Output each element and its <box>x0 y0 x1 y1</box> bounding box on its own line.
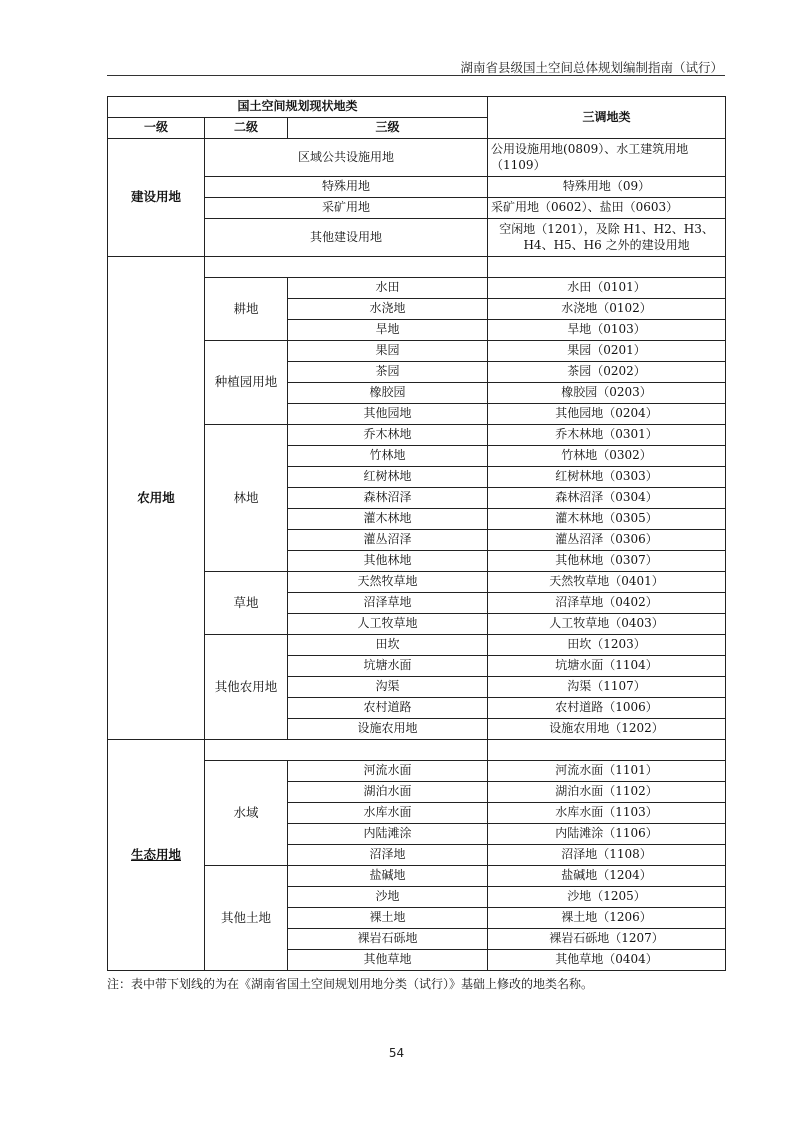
level1-label: 生态用地 <box>130 846 181 862</box>
level2-cell: 其他土地 <box>205 866 288 971</box>
level3-cell: 河流水面 <box>288 761 488 782</box>
level3-cell: 旱地 <box>288 320 488 341</box>
level3-cell: 茶园 <box>288 362 488 383</box>
level3-cell: 竹林地 <box>288 446 488 467</box>
level3-cell: 天然牧草地 <box>288 572 488 593</box>
level3-cell: 特殊用地 <box>205 177 488 198</box>
level3-cell: 裸土地 <box>288 908 488 929</box>
page-number: 54 <box>388 1046 405 1060</box>
level3-cell: 沼泽草地 <box>288 593 488 614</box>
survey-cell: 乔木林地（0301） <box>488 425 726 446</box>
survey-cell: 茶园（0202） <box>488 362 726 383</box>
survey-cell: 水浇地（0102） <box>488 299 726 320</box>
level3-cell: 沟渠 <box>288 677 488 698</box>
table-footnote: 注：表中带下划线的为在《湖南省国土空间规划用地分类（试行）》基础上修改的地类名称。 <box>107 977 594 991</box>
survey-cell: 其他草地（0404） <box>488 950 726 971</box>
survey-cell: 红树林地（0303） <box>488 467 726 488</box>
survey-cell: 田坎（1203） <box>488 635 726 656</box>
level3-cell: 采矿用地 <box>205 198 488 219</box>
survey-cell: 人工牧草地（0403） <box>488 614 726 635</box>
empty-cell <box>205 257 488 278</box>
survey-cell: 农村道路（1006） <box>488 698 726 719</box>
survey-cell: 竹林地（0302） <box>488 446 726 467</box>
survey-cell: 湖泊水面（1102） <box>488 782 726 803</box>
table-row <box>108 139 726 177</box>
survey-cell: 灌木林地（0305） <box>488 509 726 530</box>
survey-cell: 空闲地（1201），及除 H1、H2、H3、H4、H5、H6 之外的建设用地 <box>488 219 726 257</box>
survey-cell: 其他林地（0307） <box>488 551 726 572</box>
survey-cell: 天然牧草地（0401） <box>488 572 726 593</box>
level2-cell: 其他农用地 <box>205 635 288 740</box>
level3-cell: 灌丛沼泽 <box>288 530 488 551</box>
level1-construction-land: 建设用地 <box>108 139 205 257</box>
survey-cell: 森林沼泽（0304） <box>488 488 726 509</box>
level3-cell: 盐碱地 <box>288 866 488 887</box>
survey-cell: 果园（0201） <box>488 341 726 362</box>
level3-cell: 区域公共设施用地 <box>205 139 488 177</box>
level3-cell: 其他草地 <box>288 950 488 971</box>
level3-cell: 果园 <box>288 341 488 362</box>
survey-cell: 采矿用地（0602）、盐田（0603） <box>488 198 726 219</box>
level3-cell: 内陆滩涂 <box>288 824 488 845</box>
land-use-classification-table <box>107 96 726 971</box>
survey-cell: 沙地（1205） <box>488 887 726 908</box>
level3-cell: 水库水面 <box>288 803 488 824</box>
level3-cell: 田坎 <box>288 635 488 656</box>
level3-cell: 人工牧草地 <box>288 614 488 635</box>
table-row <box>108 740 726 761</box>
level3-cell: 灌木林地 <box>288 509 488 530</box>
survey-cell: 水库水面（1103） <box>488 803 726 824</box>
table-row <box>108 257 726 278</box>
empty-cell <box>205 740 488 761</box>
level1-ecological-land <box>108 740 205 971</box>
survey-cell: 裸岩石砾地（1207） <box>488 929 726 950</box>
level3-cell: 湖泊水面 <box>288 782 488 803</box>
survey-cell: 其他园地（0204） <box>488 404 726 425</box>
level3-cell: 其他园地 <box>288 404 488 425</box>
survey-cell: 特殊用地（09） <box>488 177 726 198</box>
empty-cell <box>488 740 726 761</box>
header-survey-land-class: 三调地类 <box>488 97 726 139</box>
table-header-row <box>108 97 726 118</box>
level3-cell: 设施农用地 <box>288 719 488 740</box>
survey-cell: 坑塘水面（1104） <box>488 656 726 677</box>
level3-cell: 水田 <box>288 278 488 299</box>
level3-cell: 裸岩石砾地 <box>288 929 488 950</box>
level2-cell: 耕地 <box>205 278 288 341</box>
running-header: 湖南省县级国土空间总体规划编制指南（试行） <box>460 60 723 75</box>
level3-cell: 其他建设用地 <box>205 219 488 257</box>
survey-cell: 沟渠（1107） <box>488 677 726 698</box>
level3-cell: 坑塘水面 <box>288 656 488 677</box>
survey-cell: 灌丛沼泽（0306） <box>488 530 726 551</box>
level1-agricultural-land: 农用地 <box>108 257 205 740</box>
survey-cell: 裸土地（1206） <box>488 908 726 929</box>
survey-cell: 旱地（0103） <box>488 320 726 341</box>
level3-cell: 红树林地 <box>288 467 488 488</box>
survey-cell: 公用设施用地(0809）、水工建筑用地（1109） <box>488 139 726 177</box>
survey-cell: 沼泽草地（0402） <box>488 593 726 614</box>
level3-cell: 沙地 <box>288 887 488 908</box>
header-level3: 三级 <box>288 118 488 139</box>
header-level2: 二级 <box>205 118 288 139</box>
empty-cell <box>488 257 726 278</box>
level2-cell: 林地 <box>205 425 288 572</box>
survey-cell: 橡胶园（0203） <box>488 383 726 404</box>
survey-cell: 沼泽地（1108） <box>488 845 726 866</box>
header-level1: 一级 <box>108 118 205 139</box>
level3-cell: 乔木林地 <box>288 425 488 446</box>
level3-cell: 橡胶园 <box>288 383 488 404</box>
header-current-land-class: 国土空间规划现状地类 <box>108 97 488 118</box>
level3-cell: 其他林地 <box>288 551 488 572</box>
level2-cell: 水域 <box>205 761 288 866</box>
level3-cell: 沼泽地 <box>288 845 488 866</box>
header-rule <box>107 75 725 76</box>
survey-cell: 河流水面（1101） <box>488 761 726 782</box>
survey-cell: 设施农用地（1202） <box>488 719 726 740</box>
level3-cell: 森林沼泽 <box>288 488 488 509</box>
survey-cell: 盐碱地（1204） <box>488 866 726 887</box>
survey-cell: 水田（0101） <box>488 278 726 299</box>
level3-cell: 水浇地 <box>288 299 488 320</box>
level2-cell: 草地 <box>205 572 288 635</box>
level3-cell: 农村道路 <box>288 698 488 719</box>
survey-cell: 内陆滩涂（1106） <box>488 824 726 845</box>
level2-cell: 种植园用地 <box>205 341 288 425</box>
